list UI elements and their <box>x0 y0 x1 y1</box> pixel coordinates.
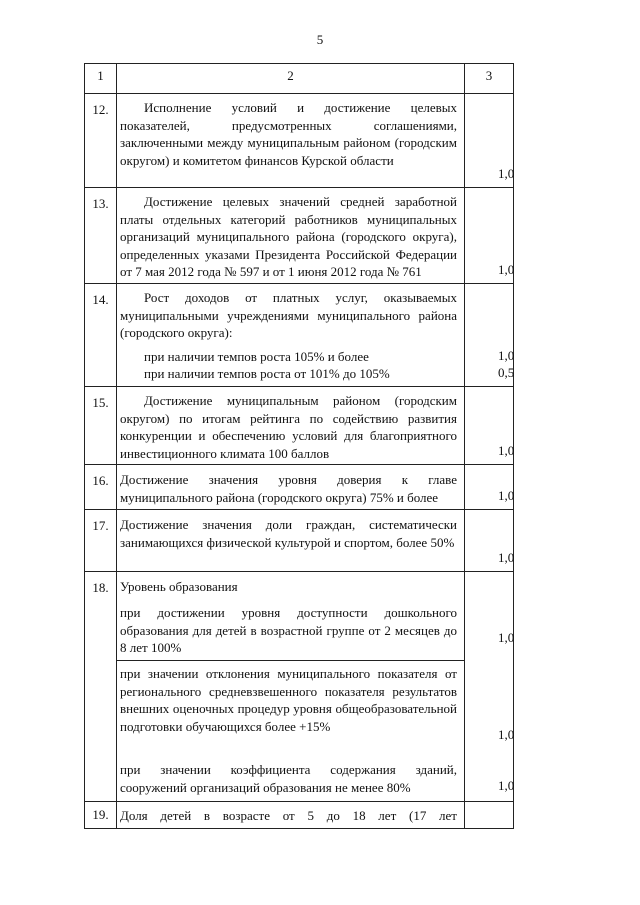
table-row <box>84 509 514 571</box>
table-row <box>84 283 514 386</box>
header-col3: 3 <box>485 68 493 83</box>
sub-item-value: 1,0 <box>498 727 515 742</box>
sub-item-value: 1,0 <box>498 348 515 363</box>
row-value: 1,0 <box>498 166 515 181</box>
sub-item-text: при значении коэффициента содержания зданий, сооружений организаций образования не менее 80% <box>120 762 457 795</box>
sub-item-value: 0,5 <box>498 365 515 380</box>
row-number: 19. <box>92 807 109 822</box>
row-number: 18. <box>92 580 109 595</box>
sub-item-value: 1,0 <box>498 778 515 793</box>
header-col2: 2 <box>287 68 294 83</box>
row-text: Достижение значения доли граждан, систематически занимающихся физической культурой и спортом, более 50% <box>120 517 457 550</box>
row-text: Исполнение условий и достижение целевых показателей, предусмотренных соглашениями, заключенными между муниципальным районом (городским округом) и комитетом финансов Курской области <box>120 100 457 168</box>
row-text: Достижение муниципальным районом (городским округом) по итогам рейтинга по содействию развития конкуренции и обеспечению условий для благоприятного инвестиционного климата 100 баллов <box>120 393 457 461</box>
table-row <box>84 464 514 509</box>
row-number: 13. <box>92 196 109 211</box>
sub-item-text: при наличии темпов роста 105% и более <box>144 349 369 364</box>
row-number: 14. <box>92 292 109 307</box>
table-row <box>84 187 514 283</box>
row-number: 17. <box>92 518 109 533</box>
row-text: Уровень образования <box>120 579 238 594</box>
sub-item-text: при наличии темпов роста от 101% до 105% <box>144 366 390 381</box>
page-number: 5 <box>316 32 324 47</box>
row-number: 15. <box>92 395 109 410</box>
row-value: 1,0 <box>498 443 515 458</box>
sub-divider <box>116 660 465 661</box>
row-value: 1,0 <box>498 262 515 277</box>
row-number: 12. <box>92 102 109 117</box>
row-value: 1,0 <box>498 550 515 565</box>
table-row <box>84 571 514 801</box>
row-number: 16. <box>92 473 109 488</box>
table-row <box>84 801 514 829</box>
table-header <box>84 63 514 93</box>
row-text: Достижение значения уровня доверия к главе муниципального района (городского округа) 75% и более <box>120 472 457 505</box>
header-col1: 1 <box>97 68 104 83</box>
row-text: Достижение целевых значений средней заработной платы отдельных категорий работников муниципальных организаций муниципального района (городского округа), определенных указами Президента Российской Федерации от 7 мая 2012 года № 597 и от 1 июня 2012 года № 761 <box>120 194 457 280</box>
table-row <box>84 386 514 464</box>
row-value: 1,0 <box>498 488 515 503</box>
sub-item-text: при значении отклонения муниципального показателя от регионального средневзвешенного показателя результатов внешних оценочных процедур уровня общеобразовательной подготовки обучающихся более +15% <box>120 666 457 734</box>
sub-item-value: 1,0 <box>498 630 515 645</box>
table-row <box>84 93 514 187</box>
row-text: Доля детей в возрасте от 5 до 18 лет (17 лет <box>120 808 457 823</box>
row-text: Рост доходов от платных услуг, оказываемых муниципальными учреждениями муниципального района (городского округа): <box>120 290 457 341</box>
sub-item-text: при достижении уровня доступности дошкольного образования для детей в возрастной группе от 2 месяцев до 8 лет 100% <box>120 605 457 656</box>
